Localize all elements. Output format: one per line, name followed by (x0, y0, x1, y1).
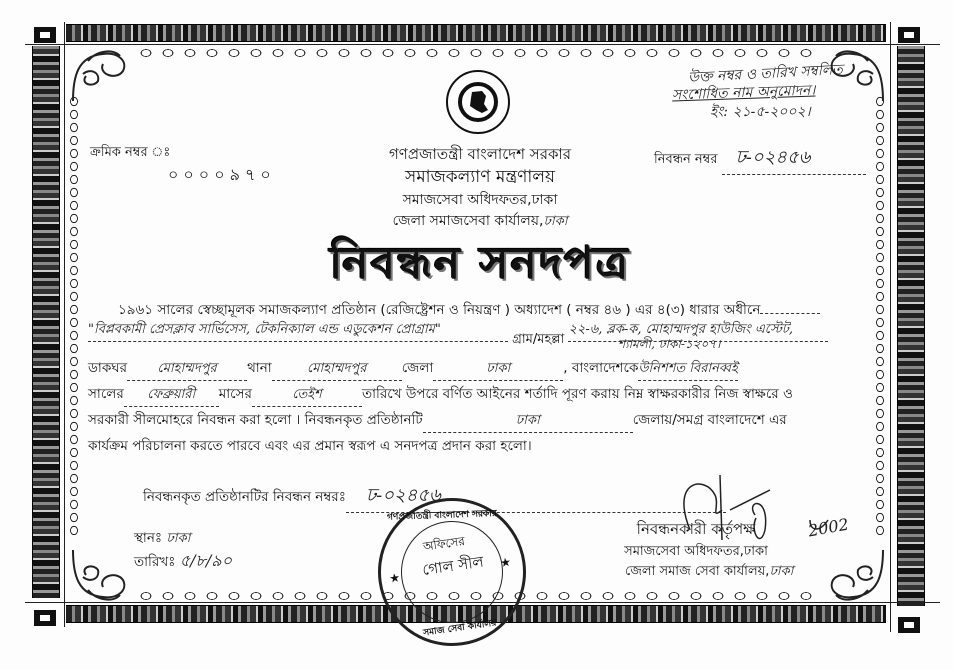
body-line-1 (118, 299, 820, 322)
district-label: জেলা (401, 360, 434, 376)
district-office-handwritten: ঢাকা (543, 214, 568, 229)
operating-area-text: জেলায়/সমগ্র বাংলাদেশে এর (632, 412, 787, 428)
dotted-fill (760, 313, 820, 314)
place-field (134, 527, 190, 550)
inner-chain-border-right (874, 95, 886, 535)
month-value: ফেব্রুয়ারী (124, 385, 219, 407)
authority-department: সমাজসেবা অধিদফতর,ঢাকা (624, 544, 768, 559)
frame-line-left (64, 22, 65, 627)
address-handwritten-line-2: শ্যামলী, ঢাকা-১২০৭। (618, 337, 721, 351)
corner-flourish-bottom-left-icon (68, 545, 138, 605)
footer-reg-number-value: ঢ-০২৪৫৬ (346, 481, 726, 513)
thana-label: থানা (247, 360, 272, 376)
body-line-3 (88, 357, 738, 381)
inner-chain-border-left (68, 95, 80, 535)
month-label: মাসের (218, 386, 252, 402)
emblem-center (458, 82, 498, 122)
year-label: সালের (88, 386, 124, 402)
organization-name-handwritten: "বিপ্লবকামী প্রেসক্লাব সার্ভিসেস, টেকনিক্যাল এন্ড এডুকেশন প্রোগ্রাম" (88, 320, 508, 342)
registration-number-value: ঢ-০২৪৫৬ (722, 143, 866, 175)
corner-ornament-bottom-left (34, 610, 56, 626)
corner-ornament-bottom-right (898, 617, 920, 633)
body-line-5 (88, 409, 787, 433)
year-handwritten: উনিশশত বিরানব্বই (638, 359, 738, 381)
signature-year: 2002 (806, 514, 851, 541)
corner-ornament-top-left (34, 27, 56, 43)
thana-value: মোহাম্মদপুর (272, 359, 402, 381)
village-label: গ্রাম/মহল্লা (512, 332, 565, 347)
govt-name: গণপ্রজাতন্ত্রী বাংলাদেশ সরকার (388, 145, 572, 163)
footer-reg-number-label: নিবন্ধনকৃত প্রতিষ্ঠানটির নিবন্ধন নম্বরঃ (143, 489, 346, 505)
address-handwritten: ২২-৬, ব্লক-ক, মোহাম্মদপুর হাউজিং এস্টেট, (568, 320, 828, 342)
map-of-bangladesh-icon (462, 86, 494, 118)
seal-ring-bottom-text: সমাজ সেবা কার্যালয় (422, 618, 498, 639)
ministry-name: সমাজকল্যাণ মন্ত্রণালয় (404, 167, 556, 187)
corner-ornament-top-right (898, 27, 920, 43)
frame-line-right (890, 22, 891, 632)
certificate-title: নিবন্ধন সনদপত্র (329, 238, 631, 289)
registration-number-field (654, 143, 866, 175)
post-office-label: ডাকঘর (88, 360, 128, 376)
official-round-seal (368, 488, 535, 655)
handwritten-note-line-1: উক্ত নম্বর ও তারিখ সম্বলিত (687, 61, 844, 87)
seal-star-left-icon: ★ (388, 570, 401, 586)
conditions-text: তারিখে উপরে বর্ণিত আইনের শর্তাদি পূরণ করায় নিম্ন স্বাক্ষরকারীর নিজ স্বাক্ষরে ও (361, 386, 793, 402)
seal-ring-top-text: গণপ্রজাতন্ত্রী বাংলাদেশ সরকার (386, 508, 497, 523)
place-label: স্থানঃ (134, 530, 163, 546)
date-value: তেইশ (252, 385, 362, 407)
seal-star-right-icon: ★ (499, 554, 512, 571)
body-line-4 (88, 383, 793, 407)
right-pattern-border (897, 46, 925, 606)
post-office-value: মোহাম্মদপুর (127, 359, 247, 381)
frame-line-top (25, 44, 940, 45)
seal-center-top: অফিসের (422, 533, 466, 554)
body-line-6: কার্যক্রম পরিচালনা করতে পারবে এবং এর প্রমান স্বরূপ এ সনদপত্র প্রদান করা হলো। (88, 438, 532, 454)
inner-chain-border-top (135, 47, 820, 59)
authority-office-handwritten: ঢাকা (769, 564, 794, 579)
government-emblem-icon (446, 70, 510, 134)
operating-district-value: ঢাকা (423, 411, 633, 433)
ordinance-text: ১৯৬১ সালের স্বেচ্ছামূলক সমাজকল্যাণ প্রতিষ্ঠান (রেজিষ্ট্রেশন ও নিয়ন্ত্রণ ) অধ্যাদেশ ( নম্বর ৪৬ ) এর ৪(৩) ধারার অধীনে (118, 302, 761, 318)
date-value: ৫/৮/৯০ (179, 551, 233, 570)
corner-flourish-top-left-icon (68, 46, 138, 106)
district-value: ঢাকা (433, 359, 563, 381)
authority-title: নিবন্ধনকারী কর্তৃপক্ষ (636, 520, 756, 538)
district-office-label: জেলা সমাজসেবা কার্যালয়, (392, 213, 544, 229)
top-pattern-border (66, 24, 886, 42)
seal-center-main: গোল সীল (421, 552, 485, 580)
date-label: তারিখঃ (134, 554, 176, 570)
handwritten-note-line-3: ইং: ২১-৫-২০০২। (710, 104, 811, 120)
authority-office-label: জেলা সমাজ সেবা কার্যালয়, (625, 564, 770, 579)
left-pattern-border (32, 46, 60, 598)
serial-number-value: ০০০০৯৭০ (168, 165, 276, 184)
country-label: , বাংলাদেশকে (563, 360, 639, 376)
serial-number-label: ক্রমিক নম্বর ঃ (90, 145, 171, 160)
authority-office-line (625, 562, 793, 583)
seal-registration-text: সরকারী সীলমোহরে নিবন্ধন করা হলো । নিবন্ধনকৃত প্রতিষ্ঠানটি (88, 412, 423, 428)
directorate-name: সমাজসেবা অধিদফতর,ঢাকা (402, 192, 558, 208)
date-field (134, 548, 232, 575)
place-value: ঢাকা (166, 531, 191, 546)
registration-number-label: নিবন্ধন নম্বর (654, 152, 718, 167)
handwritten-note-line-2: সংশোধিত নাম অনুমোদন। (671, 82, 816, 104)
